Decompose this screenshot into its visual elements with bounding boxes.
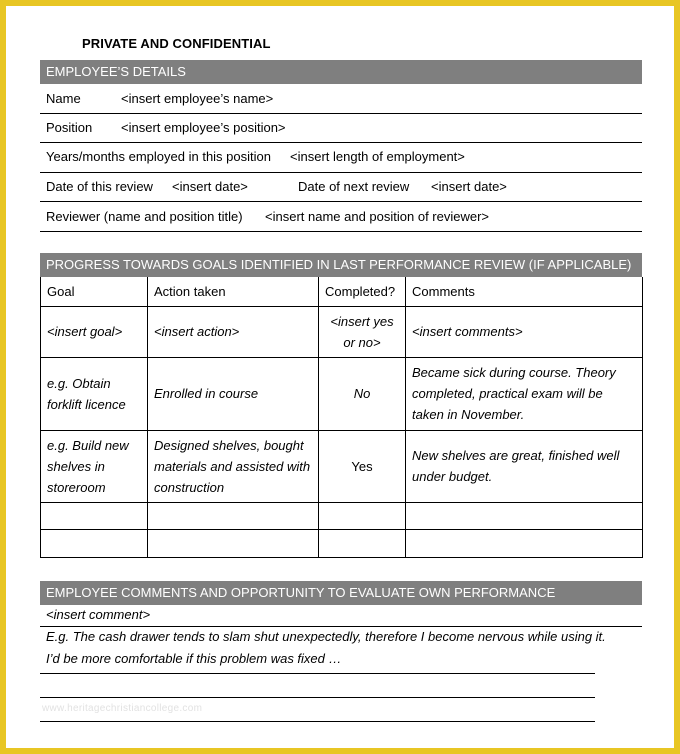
comments-cell[interactable]: <insert comments> (406, 306, 643, 357)
employee-comments-header: EMPLOYEE COMMENTS AND OPPORTUNITY TO EVALUATE OWN PERFORMANCE (40, 581, 642, 605)
table-header-row (41, 277, 643, 306)
table-row (41, 502, 643, 529)
column-header-comments: Comments (406, 277, 643, 306)
completed-cell[interactable] (319, 502, 406, 529)
page-title: PRIVATE AND CONFIDENTIAL (82, 36, 271, 51)
review-dates-row (40, 173, 642, 202)
reviewer-row (40, 202, 642, 232)
goal-cell[interactable] (41, 502, 148, 529)
employee-details-header: EMPLOYEE’S DETAILS (40, 60, 642, 84)
completed-cell[interactable]: <insert yes or no> (319, 306, 406, 357)
document-page (6, 6, 674, 748)
reviewer-label: Reviewer (name and position title) (46, 209, 243, 224)
table-row (41, 357, 643, 430)
completed-cell[interactable] (319, 529, 406, 557)
comment-line[interactable] (40, 673, 595, 674)
column-header-goal: Goal (41, 277, 148, 306)
progress-header: PROGRESS TOWARDS GOALS IDENTIFIED IN LAST PERFORMANCE REVIEW (IF APPLICABLE) (40, 253, 642, 277)
column-header-action: Action taken (148, 277, 319, 306)
goal-cell[interactable]: <insert goal> (41, 306, 148, 357)
table-row (41, 306, 643, 357)
column-header-completed: Completed? (319, 277, 406, 306)
action-cell[interactable]: Enrolled in course (148, 357, 319, 430)
years-value[interactable]: <insert length of employment> (290, 149, 465, 164)
comments-cell[interactable] (406, 529, 643, 557)
goal-cell[interactable] (41, 529, 148, 557)
comment-placeholder[interactable]: <insert comment> (46, 607, 151, 622)
action-cell[interactable]: Designed shelves, bought materials and assisted with construction (148, 430, 319, 502)
comment-line[interactable] (40, 721, 595, 722)
position-row (40, 114, 642, 143)
review-date-value[interactable]: <insert date> (172, 179, 248, 194)
completed-cell[interactable]: Yes (319, 430, 406, 502)
comments-cell[interactable]: Became sick during course. Theory completed, practical exam will be taken in November. (406, 357, 643, 430)
comments-cell[interactable] (406, 502, 643, 529)
name-row (40, 84, 642, 114)
position-value[interactable]: <insert employee’s position> (121, 120, 286, 135)
review-date-label: Date of this review (46, 179, 153, 194)
years-label: Years/months employed in this position (46, 149, 271, 164)
table-row (41, 529, 643, 557)
position-label: Position (46, 120, 93, 135)
next-review-label: Date of next review (298, 179, 410, 194)
progress-table (40, 277, 643, 558)
comment-example[interactable]: E.g. The cash drawer tends to slam shut unexpectedly, therefore I become nervous while using it. I’d be more comfortable if this problem was fixed … (46, 629, 606, 666)
name-value[interactable]: <insert employee’s name> (121, 91, 274, 106)
watermark: www.heritagechristiancollege.com (42, 703, 203, 714)
completed-cell[interactable]: No (319, 357, 406, 430)
table-row (41, 430, 643, 502)
action-cell[interactable] (148, 502, 319, 529)
years-row (40, 143, 642, 173)
comments-cell[interactable]: New shelves are great, finished well under budget. (406, 430, 643, 502)
action-cell[interactable]: <insert action> (148, 306, 319, 357)
goal-cell[interactable]: e.g. Obtain forklift licence (41, 357, 148, 430)
reviewer-value[interactable]: <insert name and position of reviewer> (265, 209, 490, 224)
action-cell[interactable] (148, 529, 319, 557)
comment-line[interactable] (40, 697, 595, 698)
name-label: Name (46, 91, 81, 106)
goal-cell[interactable]: e.g. Build new shelves in storeroom (41, 430, 148, 502)
next-review-value[interactable]: <insert date> (431, 179, 507, 194)
